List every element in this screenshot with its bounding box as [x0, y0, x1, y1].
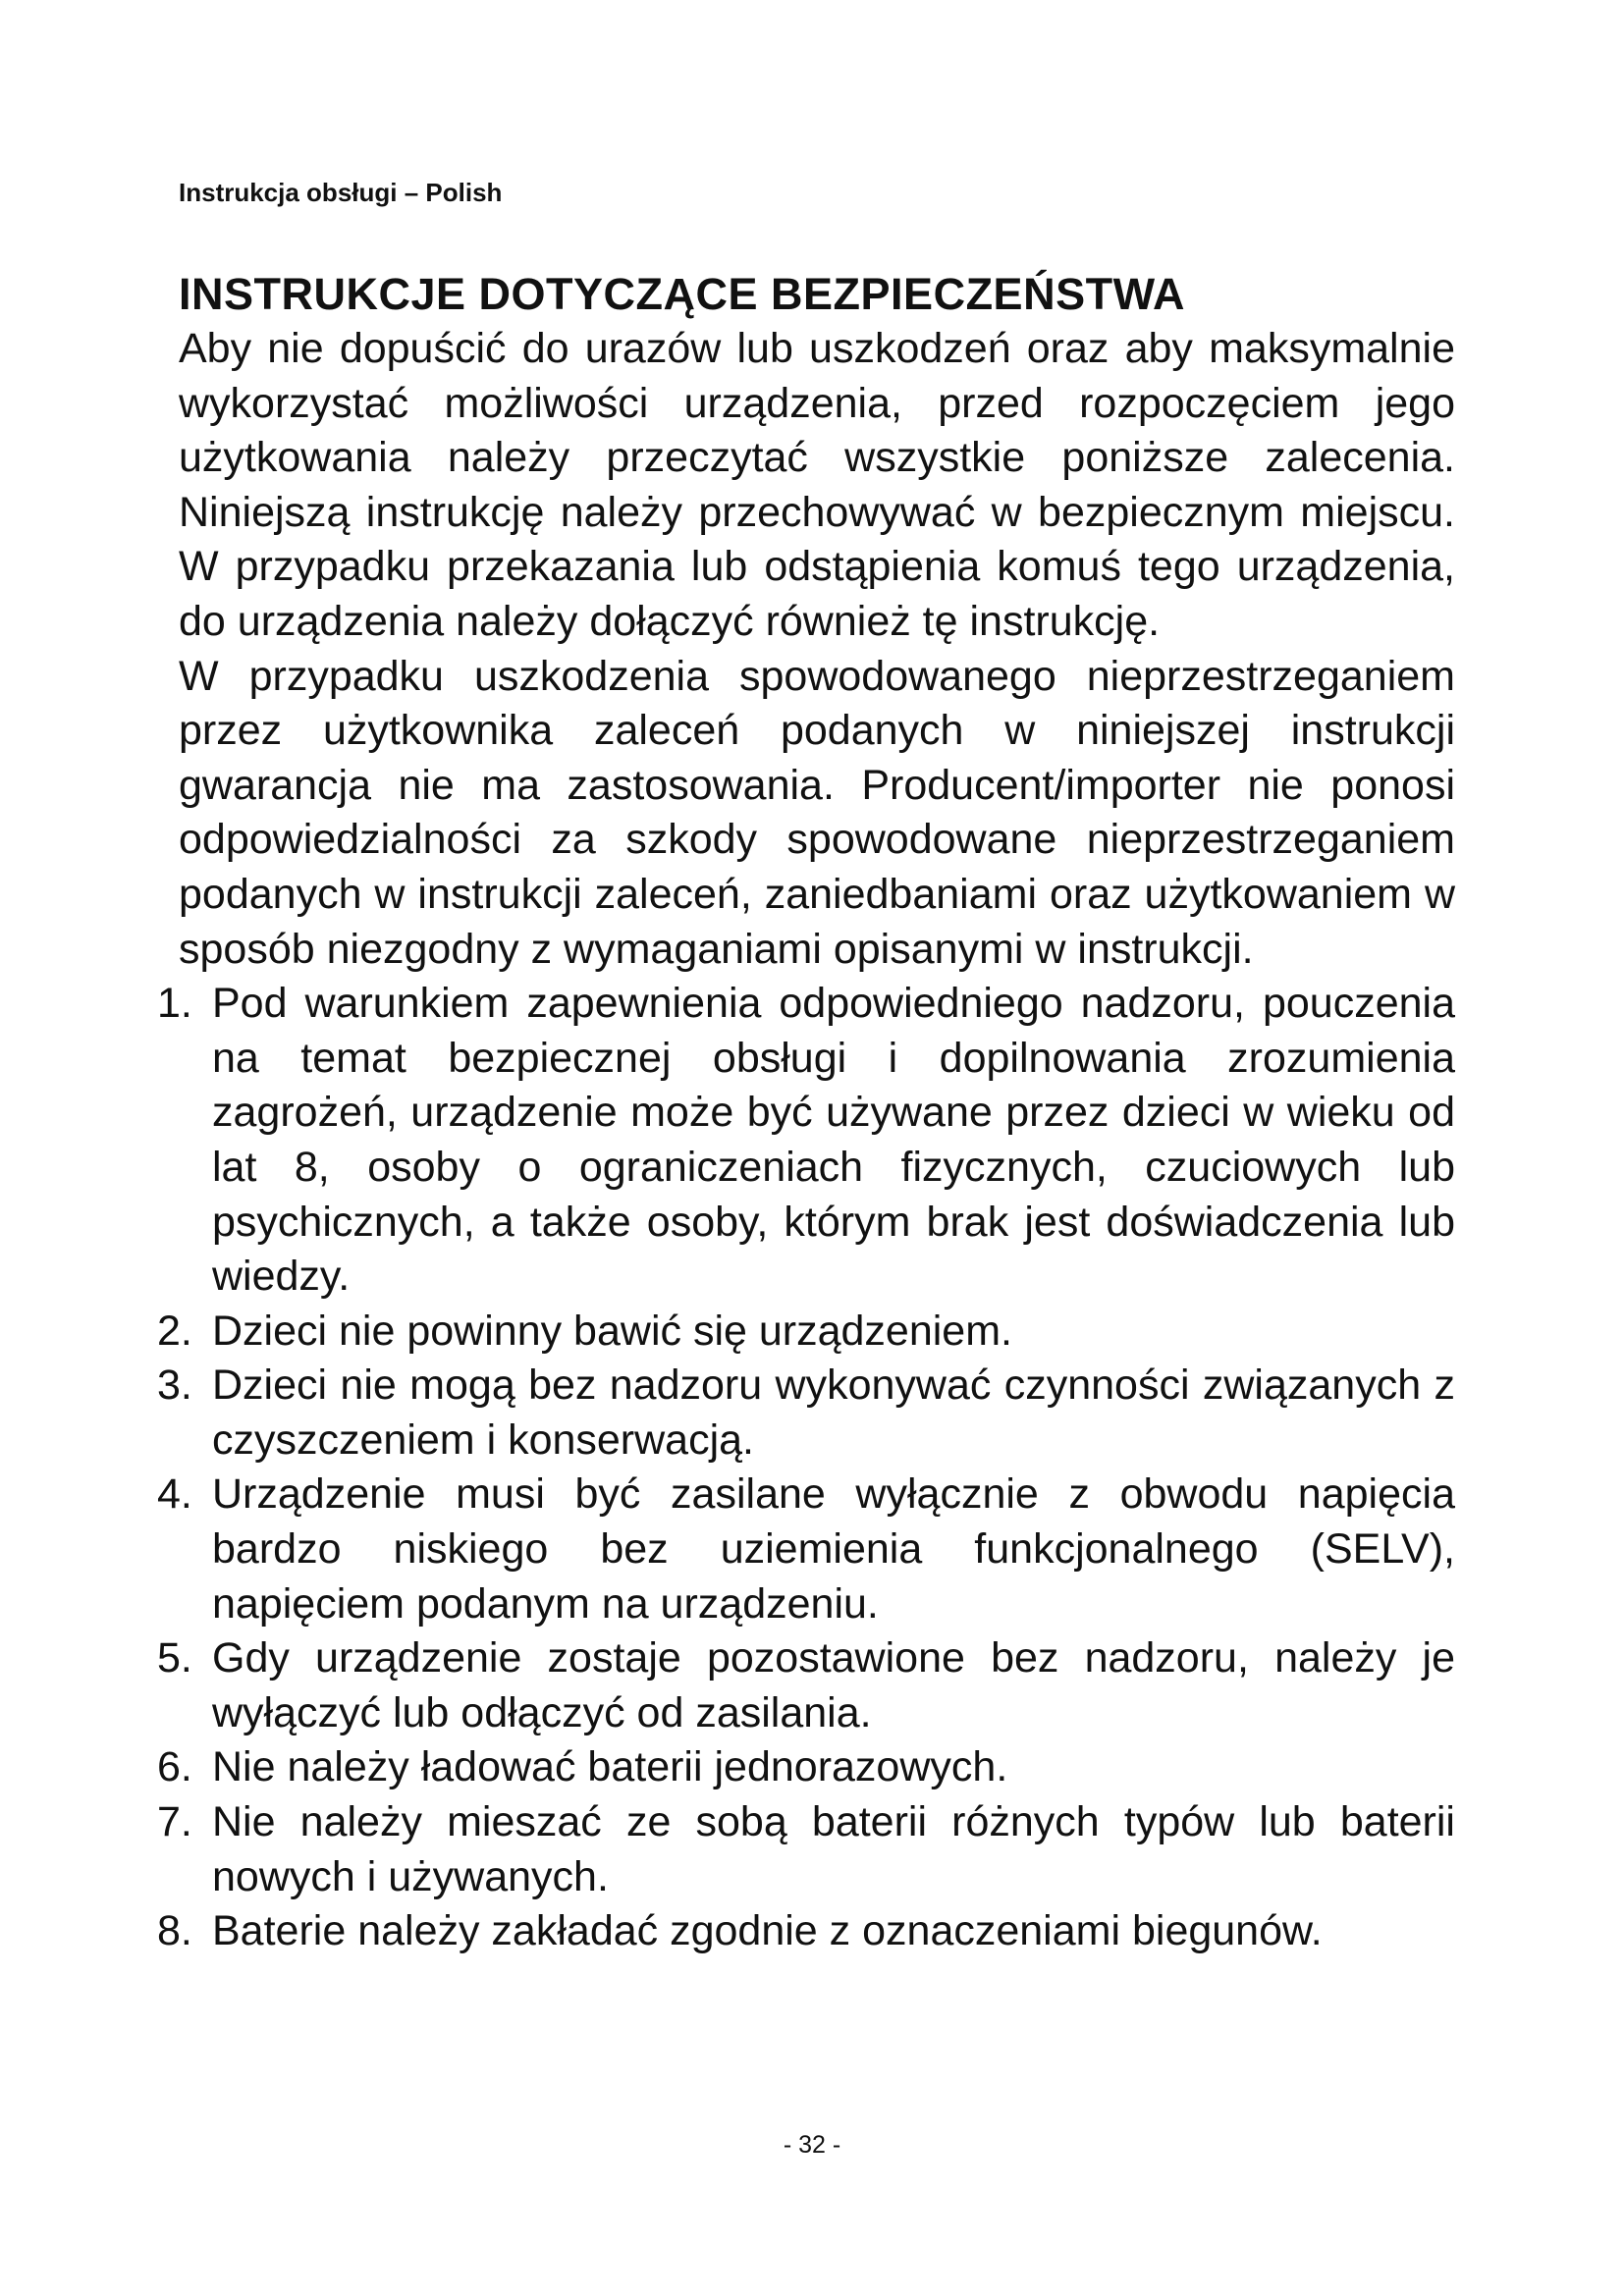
list-item-number: 5.	[157, 1634, 192, 1682]
warranty-paragraph: W przypadku uszkodzenia spowodowanego nieprzestrzeganiem przez użytkownika zaleceń podanych w niniejszej instrukcji gwarancja nie ma zastosowania. Producent/importer nie ponosi odpowiedzialności za szkody spowodowane nieprzestrzeganiem podanych w instrukcji zaleceń, zaniedbaniami oraz użytkowaniem w sposób niezgodny z wymaganiami opisanymi w instrukcji.	[179, 652, 1455, 973]
list-item	[157, 1795, 1455, 1904]
section-title: INSTRUKCJE DOTYCZĄCE BEZPIECZEŃSTWA	[179, 269, 1186, 319]
list-item-number: 8.	[157, 1907, 192, 1955]
list-item	[157, 977, 1455, 1305]
page-header: Instrukcja obsługi – Polish	[179, 178, 503, 207]
list-item-text: Baterie należy zakładać zgodnie z oznaczeniami biegunów.	[212, 1907, 1323, 1955]
list-item-text: Pod warunkiem zapewnienia odpowiedniego nadzoru, pouczenia na temat bezpiecznej obsługi i dopilnowania zrozumienia zagrożeń, urządzenie może być używane przez dzieci w wieku od lat 8, osoby o ograniczeniach fizycznych, czuciowych lub psychicznych, a także osoby, którym brak jest doświadczenia lub wiedzy.	[212, 980, 1455, 1301]
list-item-number: 2.	[157, 1307, 192, 1355]
list-item-text: Dzieci nie mogą bez nadzoru wykonywać czynności związanych z czyszczeniem i konserwacją.	[212, 1362, 1455, 1464]
list-item-text: Nie należy ładować baterii jednorazowych.	[212, 1743, 1008, 1791]
list-item-number: 1.	[157, 980, 192, 1028]
list-item-text: Gdy urządzenie zostaje pozostawione bez nadzoru, należy je wyłączyć lub odłączyć od zasilania.	[212, 1634, 1455, 1736]
intro-paragraph: Aby nie dopuścić do urazów lub uszkodzeń oraz aby maksymalnie wykorzystać możliwości urządzenia, przed rozpoczęciem jego użytkowania należy przeczytać wszystkie poniższe zalecenia. Niniejszą instrukcję należy przechowywać w bezpiecznym miejscu. W przypadku przekazania lub odstąpienia komuś tego urządzenia, do urządzenia należy dołączyć również tę instrukcję.	[179, 325, 1455, 645]
list-item-text: Urządzenie musi być zasilane wyłącznie z obwodu napięcia bardzo niskiego bez uziemienia funkcjonalnego (SELV), napięciem podanym na urządzeniu.	[212, 1470, 1455, 1628]
list-item-number: 7.	[157, 1798, 192, 1846]
list-item-number: 4.	[157, 1470, 192, 1519]
list-item	[157, 1359, 1455, 1468]
list-item-number: 6.	[157, 1743, 192, 1791]
list-item	[157, 1468, 1455, 1631]
list-item-text: Dzieci nie powinny bawić się urządzeniem.	[212, 1307, 1012, 1355]
list-item	[157, 1904, 1455, 1959]
list-item	[157, 1631, 1455, 1740]
list-item-text: Nie należy mieszać ze sobą baterii różnych typów lub baterii nowych i używanych.	[212, 1798, 1455, 1900]
safety-list	[157, 977, 1455, 1959]
safety-section	[157, 267, 1455, 1959]
list-item	[157, 1740, 1455, 1795]
list-item	[157, 1305, 1455, 1360]
list-item-number: 3.	[157, 1362, 192, 1410]
page-number: - 32 -	[783, 2131, 841, 2159]
